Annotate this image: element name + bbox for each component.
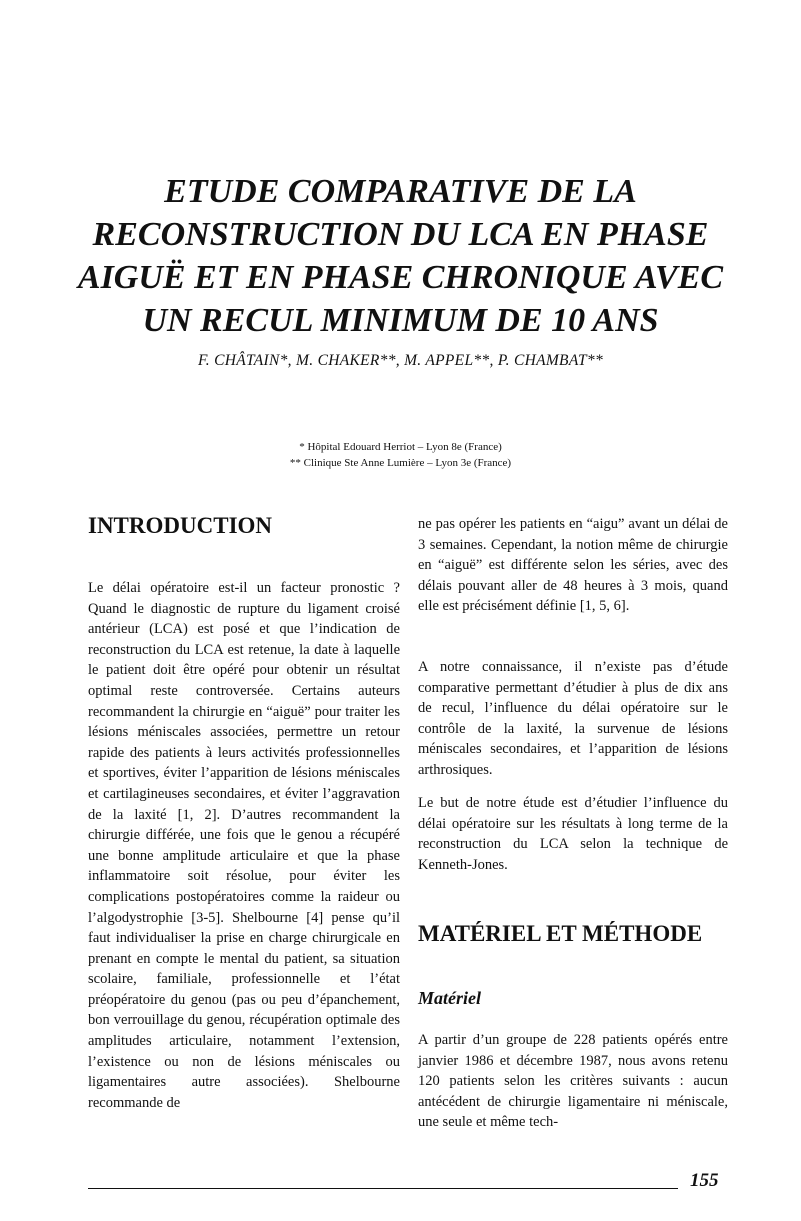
- title-line: ETUDE COMPARATIVE DE LA: [164, 173, 637, 210]
- subsection-heading-materiel: Matériel: [418, 988, 481, 1008]
- intro-paragraph-continued: ne pas opérer les patients en “aigu” avant un délai de 3 semaines. Cependant, la notion même de chirurgie en “aiguë” est différente selon les séries, avec des délais pouvant aller de 48 heures à 3 mois, quand elle est précisément définie [1, 5, 6].: [418, 516, 728, 615]
- intro-paragraph-3: Le but de notre étude est d’étudier l’influence du délai opératoire sur les résultats à long terme de la reconstruction du LCA selon la technique de Kenneth-Jones.: [418, 795, 728, 873]
- section-heading-introduction: INTRODUCTION: [88, 513, 273, 538]
- author-list: F. CHÂTAIN*, M. CHAKER**, M. APPEL**, P. CHAMBAT**: [197, 352, 604, 369]
- title-line: UN RECUL MINIMUM DE 10 ANS: [142, 302, 659, 339]
- intro-paragraph: Le délai opératoire est-il un facteur pronostic ? Quand le diagnostic de rupture du ligament croisé antérieur (LCA) est posé et que l’indication de reconstruction du LCA est retenue, la date à laquelle le patient doit être opéré pour obtenir un résultat optimal reste controversée. Certains auteurs recommandent la chirurgie en “aiguë” pour traiter les lésions méniscales associées, permettre un retour rapide des patients à leurs activités professionnelles et sportives, éviter l’apparition de lésions méniscales et cartilagineuses secondaires, et éviter l’aggravation de la laxité [1, 2]. D’autres recommandent la chirurgie différée, une fois que le genou a récupéré une bonne amplitude articulaire et que la phase inflammatoire soit résolue, pour éviter les complications postopératoires comme la raideur ou l’algodystrophie [3-5]. Shelbourne [4] pense qu’il faut individualiser la prise en charge chirurgicale en prenant en compte le mental du patient, sa situation scolaire, familiale, professionnelle et l’état préopératoire du genou (pas ou peu d’épanchement, bon verrouillage du genou, récupération optimale des amplitudes articulaire, notamment l’extension, l’existence ou non de lésions méniscales ou ligamentaires autre associées). Shelbourne recommande de: [88, 580, 400, 1111]
- footer-rule: [88, 1188, 678, 1189]
- title-line: RECONSTRUCTION DU LCA EN PHASE: [92, 216, 709, 253]
- affiliation-1: * Hôpital Edouard Herriot – Lyon 8e (France): [299, 441, 502, 453]
- affiliation-2: ** Clinique Ste Anne Lumière – Lyon 3e (France): [289, 457, 512, 469]
- title-line: AIGUË ET EN PHASE CHRONIQUE AVEC: [77, 259, 724, 296]
- section-heading-materiel-methode: MATÉRIEL ET MÉTHODE: [418, 921, 703, 946]
- intro-paragraph-2: A notre connaissance, il n’existe pas d’étude comparative permettant d’étudier à plus de dix ans de recul, l’influence du délai opératoire sur le contrôle de la laxité, la survenue de lésions méniscales secondaires, et l’apparition de lésions arthrosiques.: [418, 659, 728, 778]
- materiel-paragraph: A partir d’un groupe de 228 patients opérés entre janvier 1986 et décembre 1987, nous avons retenu 120 patients selon les critères suivants : aucun antécédent de chirurgie ligamentaire ni méniscale, une seule et même tech-: [418, 1032, 728, 1131]
- page-number: 155: [690, 1170, 719, 1191]
- affiliations: [60, 439, 741, 471]
- article-title: [60, 170, 741, 342]
